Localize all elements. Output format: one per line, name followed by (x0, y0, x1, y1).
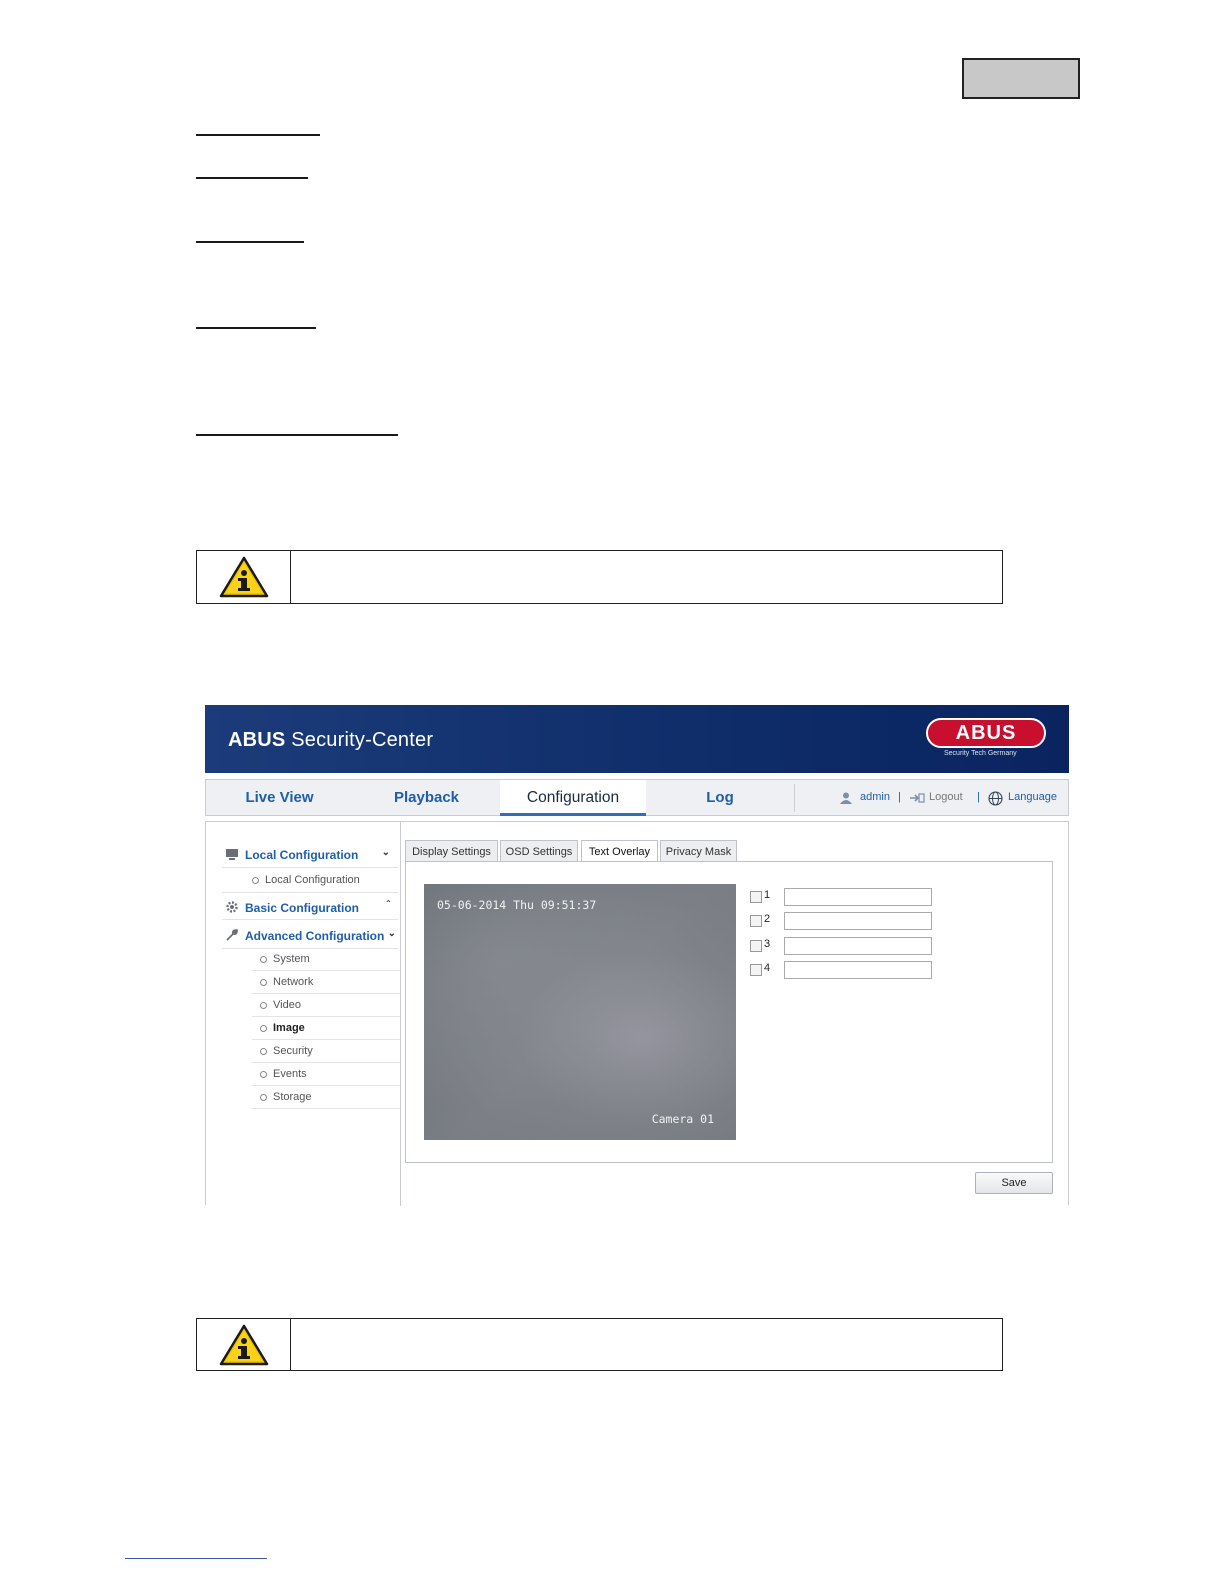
bullet-icon (260, 1071, 267, 1078)
abus-logo: ABUS Security Tech Germany (926, 718, 1046, 760)
sidebar-item-storage[interactable]: Storage (252, 1086, 400, 1109)
web-interface-screenshot (205, 705, 1069, 1205)
save-button[interactable]: Save (975, 1172, 1053, 1194)
info-text-cell (290, 1319, 1002, 1370)
app-title: ABUS Security-Center (228, 729, 434, 751)
sidebar-item-local-configuration[interactable]: Local Configuration (244, 869, 400, 892)
sidebar-item-image[interactable]: Image (252, 1017, 400, 1040)
bullet-icon (260, 1094, 267, 1101)
bullet-icon (260, 1002, 267, 1009)
sidebar-advanced-configuration[interactable]: Advanced Configuration ⌄ (222, 921, 398, 949)
heading-underline (196, 327, 316, 329)
main-nav (205, 779, 1069, 816)
admin-user-link[interactable]: admin (860, 791, 890, 803)
user-icon (839, 791, 853, 805)
nav-live-view[interactable]: Live View (245, 789, 314, 806)
nav-playback[interactable]: Playback (393, 789, 460, 806)
sidebar-item-network[interactable]: Network (252, 971, 400, 994)
tab-osd-settings[interactable]: OSD Settings (500, 840, 578, 862)
bullet-icon (260, 956, 267, 963)
overlay-number: 4 (764, 962, 771, 974)
nav-configuration[interactable]: Configuration (500, 780, 646, 815)
footer-link-underline (125, 1558, 267, 1559)
overlay-checkbox[interactable] (750, 940, 762, 952)
computer-icon (225, 847, 239, 861)
heading-underline (196, 134, 320, 136)
logout-link[interactable]: Logout (929, 791, 963, 803)
globe-icon (988, 791, 1003, 806)
sidebar-item-system[interactable]: System (252, 948, 400, 971)
header-banner (205, 705, 1069, 773)
overlay-checkbox[interactable] (750, 891, 762, 903)
chevron-down-icon: ⌄ (387, 928, 396, 939)
wrench-icon (225, 928, 239, 942)
info-note-box (196, 550, 1003, 604)
nav-separator: | (977, 791, 980, 803)
sidebar-basic-configuration[interactable]: Basic Configuration ˆ (222, 892, 398, 920)
bullet-icon (260, 1025, 267, 1032)
chevron-up-icon: ˆ (386, 900, 390, 911)
overlay-text-input[interactable] (784, 912, 932, 930)
camera-preview (424, 884, 736, 1140)
overlay-checkbox[interactable] (750, 915, 762, 927)
overlay-number: 3 (764, 938, 771, 950)
overlay-text-input[interactable] (784, 961, 932, 979)
info-icon-cell (197, 551, 291, 603)
overlay-checkbox[interactable] (750, 964, 762, 976)
overlay-number: 1 (764, 889, 771, 901)
nav-divider (794, 784, 795, 812)
nav-log[interactable]: Log (706, 789, 734, 806)
overlay-text-input[interactable] (784, 937, 932, 955)
osd-camera-name: Camera 01 (651, 1112, 714, 1126)
info-note-box (196, 1318, 1003, 1371)
bullet-icon (260, 1048, 267, 1055)
bullet-icon (260, 979, 267, 986)
heading-underline (196, 241, 304, 243)
overlay-text-input[interactable] (784, 888, 932, 906)
warning-info-icon (219, 1324, 269, 1366)
overlay-number: 2 (764, 913, 771, 925)
heading-underline (196, 434, 398, 436)
gear-icon (225, 900, 239, 914)
tab-privacy-mask[interactable]: Privacy Mask (660, 840, 737, 862)
nav-separator: | (898, 791, 901, 803)
config-body (205, 821, 1069, 1205)
logout-icon (909, 793, 925, 803)
text-overlay-panel (405, 861, 1053, 1163)
warning-info-icon (219, 556, 269, 598)
language-link[interactable]: Language (1008, 791, 1057, 803)
logo-tagline: Security Tech Germany (944, 750, 1017, 757)
sidebar-item-security[interactable]: Security (252, 1040, 400, 1063)
info-text-cell (290, 551, 1002, 603)
page-number-box (962, 58, 1080, 99)
chevron-down-icon: ⌄ (381, 847, 390, 858)
tab-display-settings[interactable]: Display Settings (405, 840, 498, 862)
sidebar (206, 822, 401, 1206)
sidebar-local-configuration[interactable]: Local Configuration ⌄ (222, 840, 398, 868)
tab-text-overlay[interactable]: Text Overlay (581, 840, 658, 862)
bullet-icon (252, 877, 259, 884)
info-icon-cell (197, 1319, 291, 1370)
osd-timestamp: 05-06-2014 Thu 09:51:37 (437, 898, 597, 912)
sidebar-item-video[interactable]: Video (252, 994, 400, 1017)
sidebar-item-events[interactable]: Events (252, 1063, 400, 1086)
heading-underline (196, 177, 308, 179)
